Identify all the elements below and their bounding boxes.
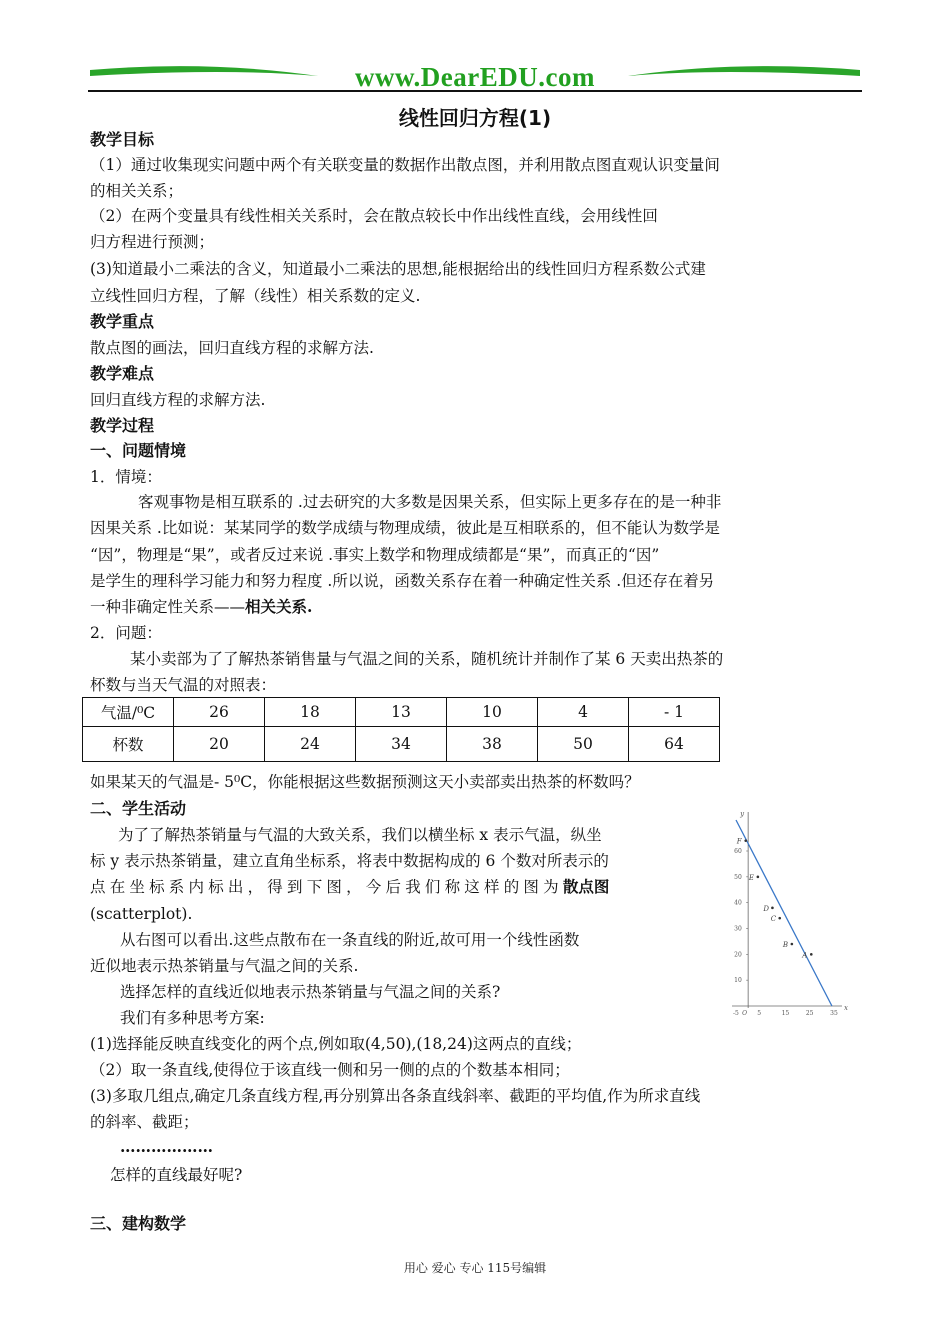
objectives-heading: 教学目标	[90, 130, 155, 149]
y-tick-label: 60	[734, 848, 742, 855]
point-label: E	[748, 873, 754, 882]
scatterplot-term: 散点图	[562, 878, 610, 896]
correlation-term: 相关关系.	[245, 597, 313, 616]
activity-a4: (scatterplot).	[90, 905, 193, 923]
key-points-heading: 教学重点	[90, 312, 155, 331]
x-tick-label: 5	[757, 1010, 762, 1017]
activity-a3	[90, 877, 718, 897]
activity-a5: 从右图可以看出.这些点散布在一条直线的附近,故可用一个线性函数	[120, 931, 580, 949]
question-q3: 如果某天的气温是- 5⁰C，你能根据这些数据预测这天小卖部卖出热茶的杯数吗？	[90, 773, 640, 791]
origin-label: O	[742, 1010, 748, 1017]
situation-p2: 因果关系 .比如说：某某同学的数学成绩与物理成绩，彼此是互相联系的，但不能认为数学是	[90, 519, 720, 537]
table-cell: - 1	[629, 698, 720, 727]
ellipsis: ………………	[120, 1137, 213, 1156]
difficulties-text: 回归直线方程的求解方法.	[90, 391, 266, 409]
table-header-cups: 杯数	[83, 727, 174, 762]
data-point	[771, 907, 774, 910]
best-line-question: 怎样的直线最好呢?	[110, 1166, 243, 1184]
x-tick-label: -5	[733, 1010, 739, 1017]
activity-a6: 近似地表示热茶销量与气温之间的关系.	[90, 957, 359, 975]
y-tick-label: 10	[734, 977, 742, 985]
table-cell: 18	[265, 698, 356, 727]
point-label: B	[782, 941, 789, 949]
data-point	[757, 876, 760, 879]
table-cell: 13	[356, 698, 447, 727]
situation-p5-text: 一种非确定性关系——	[90, 598, 246, 616]
key-points-text: 散点图的画法，回归直线方程的求解方法.	[90, 339, 374, 357]
objective-1b: 的相关关系；	[90, 182, 184, 200]
y-tick-label: 40	[734, 899, 742, 907]
activity-a3-text: 点在坐标系内标出，得到下图，今后我们称这样的图为	[90, 878, 563, 896]
situation-p1: 客观事物是相互联系的 .过去研究的大多数是因果关系，但实际上更多存在的是一种非	[138, 493, 722, 511]
x-tick-label: 15	[781, 1010, 790, 1017]
table-cell: 10	[447, 698, 538, 727]
section3-heading: 三、建构数学	[90, 1214, 187, 1233]
table-cell: 26	[174, 698, 265, 727]
point-label: F	[736, 837, 742, 846]
y-tick-label: 20	[734, 951, 742, 959]
y-axis-label: y	[740, 810, 745, 818]
site-logo[interactable]: www.DearEDU.com	[355, 62, 595, 92]
objective-1a: （1）通过收集现实问题中两个有关联变量的数据作出散点图，并利用散点图直观认识变量间	[90, 156, 720, 174]
objective-3a: (3)知道最小二乘法的含义，知道最小二乘法的思想,能根据给出的线性回归方程系数公式建	[90, 260, 706, 278]
situation-p5	[90, 597, 865, 617]
point-label: C	[770, 915, 777, 924]
situation-label: 1．情境：	[90, 468, 162, 486]
temperature-sales-table	[82, 697, 720, 762]
y-tick-label: 30	[734, 925, 742, 933]
activity-a7: 选择怎样的直线近似地表示热茶销量与气温之间的关系?	[120, 983, 501, 1001]
process-heading: 教学过程	[90, 416, 155, 435]
table-cell: 64	[629, 727, 720, 762]
page-title: 线性回归方程(1)	[398, 106, 552, 130]
objective-3b: 立线性回归方程，了解（线性）相关系数的定义.	[90, 287, 421, 305]
question-label: 2．问题：	[90, 624, 162, 642]
section2-heading: 二、学生活动	[90, 799, 187, 818]
question-q1: 某小卖部为了了解热茶销售量与气温之间的关系，随机统计并制作了某 6 天卖出热茶的	[130, 650, 724, 668]
regression-line	[736, 820, 832, 1006]
difficulties-heading: 教学难点	[90, 364, 155, 383]
x-axis-label: x	[844, 1004, 848, 1012]
y-tick-label: 50	[734, 873, 742, 881]
page-footer: 用心 爱心 专心 115号编辑	[403, 1261, 547, 1275]
table-cell: 24	[265, 727, 356, 762]
table-row	[83, 698, 720, 727]
situation-p3: “因”，物理是“果”，或者反过来说 .事实上数学和物理成绩都是“果”，而真正的“因”	[90, 546, 660, 564]
question-q2: 杯数与当天气温的对照表：	[90, 676, 277, 694]
table-row	[83, 727, 720, 762]
point-label: D	[763, 904, 770, 913]
data-point	[791, 943, 794, 946]
method-1: (1)选择能反映直线变化的两个点,例如取(4,50),(18,24)这两点的直线；	[90, 1035, 582, 1053]
table-cell: 34	[356, 727, 447, 762]
data-point	[744, 839, 747, 842]
scatter-chart	[720, 808, 850, 1020]
section1-heading: 一、问题情境	[90, 441, 187, 460]
table-cell: 4	[538, 698, 629, 727]
objective-2a: （2）在两个变量具有线性相关关系时，会在散点较长中作出线性直线，会用线性回	[90, 207, 658, 225]
activity-a2: 标 y 表示热茶销量，建立直角坐标系，将表中数据构成的 6 个数对所表示的	[90, 852, 609, 870]
table-cell: 50	[538, 727, 629, 762]
x-tick-label: 25	[805, 1010, 814, 1017]
point-label: A	[802, 951, 808, 960]
activity-a8: 我们有多种思考方案:	[120, 1009, 265, 1027]
method-3a: (3)多取几组点,确定几条直线方程,再分别算出各条直线斜率、截距的平均值,作为所求直线	[90, 1087, 701, 1105]
objective-2b: 归方程进行预测；	[90, 233, 215, 251]
activity-a1: 为了了解热茶销量与气温的大致关系，我们以横坐标 x 表示气温，纵坐	[118, 826, 602, 844]
data-point	[778, 917, 781, 920]
situation-p4: 是学生的理科学习能力和努力程度 .所以说，函数关系存在着一种确定性关系 .但还存在着另	[90, 572, 715, 590]
method-3b: 的斜率、截距；	[90, 1113, 199, 1131]
table-cell: 20	[174, 727, 265, 762]
table-header-temp: 气温/⁰C	[83, 698, 174, 727]
table-cell: 38	[447, 727, 538, 762]
method-2: （2）取一条直线,使得位于该直线一侧和另一侧的点的个数基本相同；	[90, 1061, 570, 1079]
x-tick-label: 35	[830, 1010, 838, 1017]
data-point	[810, 953, 813, 956]
